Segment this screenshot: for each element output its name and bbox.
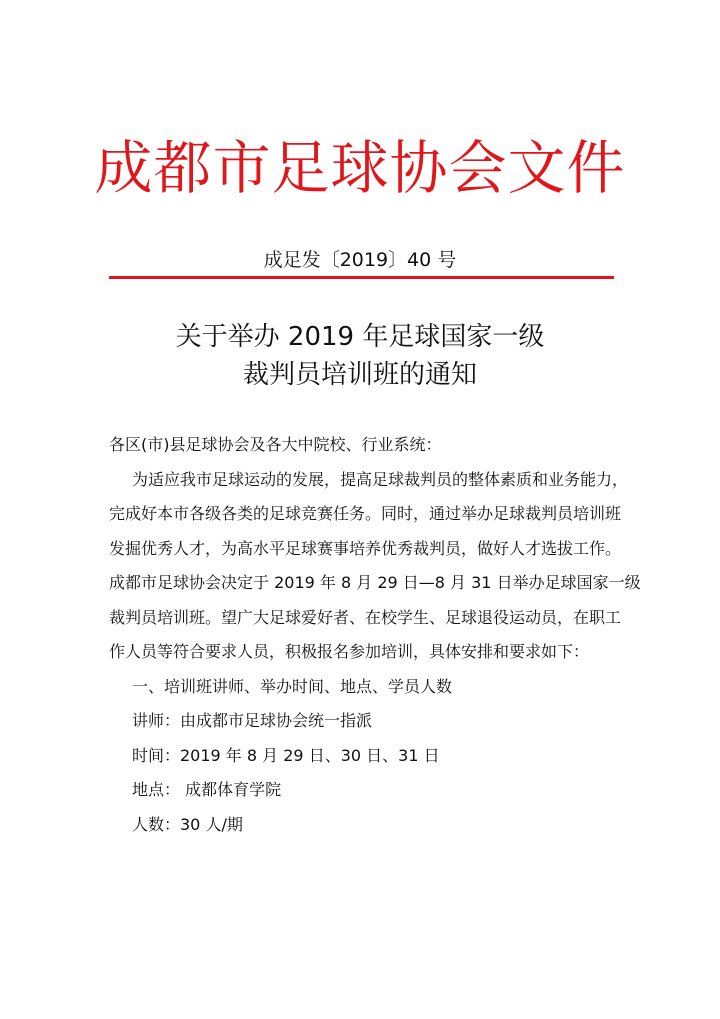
lecturer-line: 讲师：由成都市足球协会统一指派	[132, 711, 373, 730]
document-number: 成足发〔2019〕40 号	[263, 249, 457, 271]
paragraph-line: 作人员等符合要求人员，积极报名参加培训，具体安排和要求如下：	[109, 642, 590, 661]
masthead-title: 成都市足球协会文件	[94, 134, 626, 202]
participants-line: 人数：30 人/期	[132, 814, 243, 834]
location-line: 地点： 成都体育学院	[132, 780, 282, 799]
paragraph-line: 为适应我市足球运动的发展，提高足球裁判员的整体素质和业务能力，	[132, 469, 629, 489]
paragraph-line: 成都市足球协会决定于 2019 年 8 月 29 日—8 月 31 日举办足球国家一级	[109, 573, 641, 592]
paragraph-line: 完成好本市各级各类的足球竞赛任务。同时，通过举办足球裁判员培训班	[109, 504, 622, 523]
red-divider-line	[109, 276, 614, 279]
notice-title	[0, 318, 720, 394]
notice-title-line-1: 关于举办 2019 年足球国家一级	[175, 322, 545, 352]
section-heading: 一、培训班讲师、举办时间、地点、学员人数	[132, 676, 453, 696]
paragraph-line: 裁判员培训班。望广大足球爱好者、在校学生、足球退役运动员，在职工	[109, 607, 622, 627]
time-line: 时间：2019 年 8 月 29 日、30 日、31 日	[132, 745, 440, 765]
salutation: 各区(市)县足球协会及各大中院校、行业系统：	[109, 435, 442, 454]
paragraph-line: 发掘优秀人才，为高水平足球赛事培养优秀裁判员，做好人才选拔工作。	[109, 538, 622, 558]
notice-title-line-2: 裁判员培训班的通知	[242, 360, 477, 390]
notice-body	[109, 428, 641, 842]
